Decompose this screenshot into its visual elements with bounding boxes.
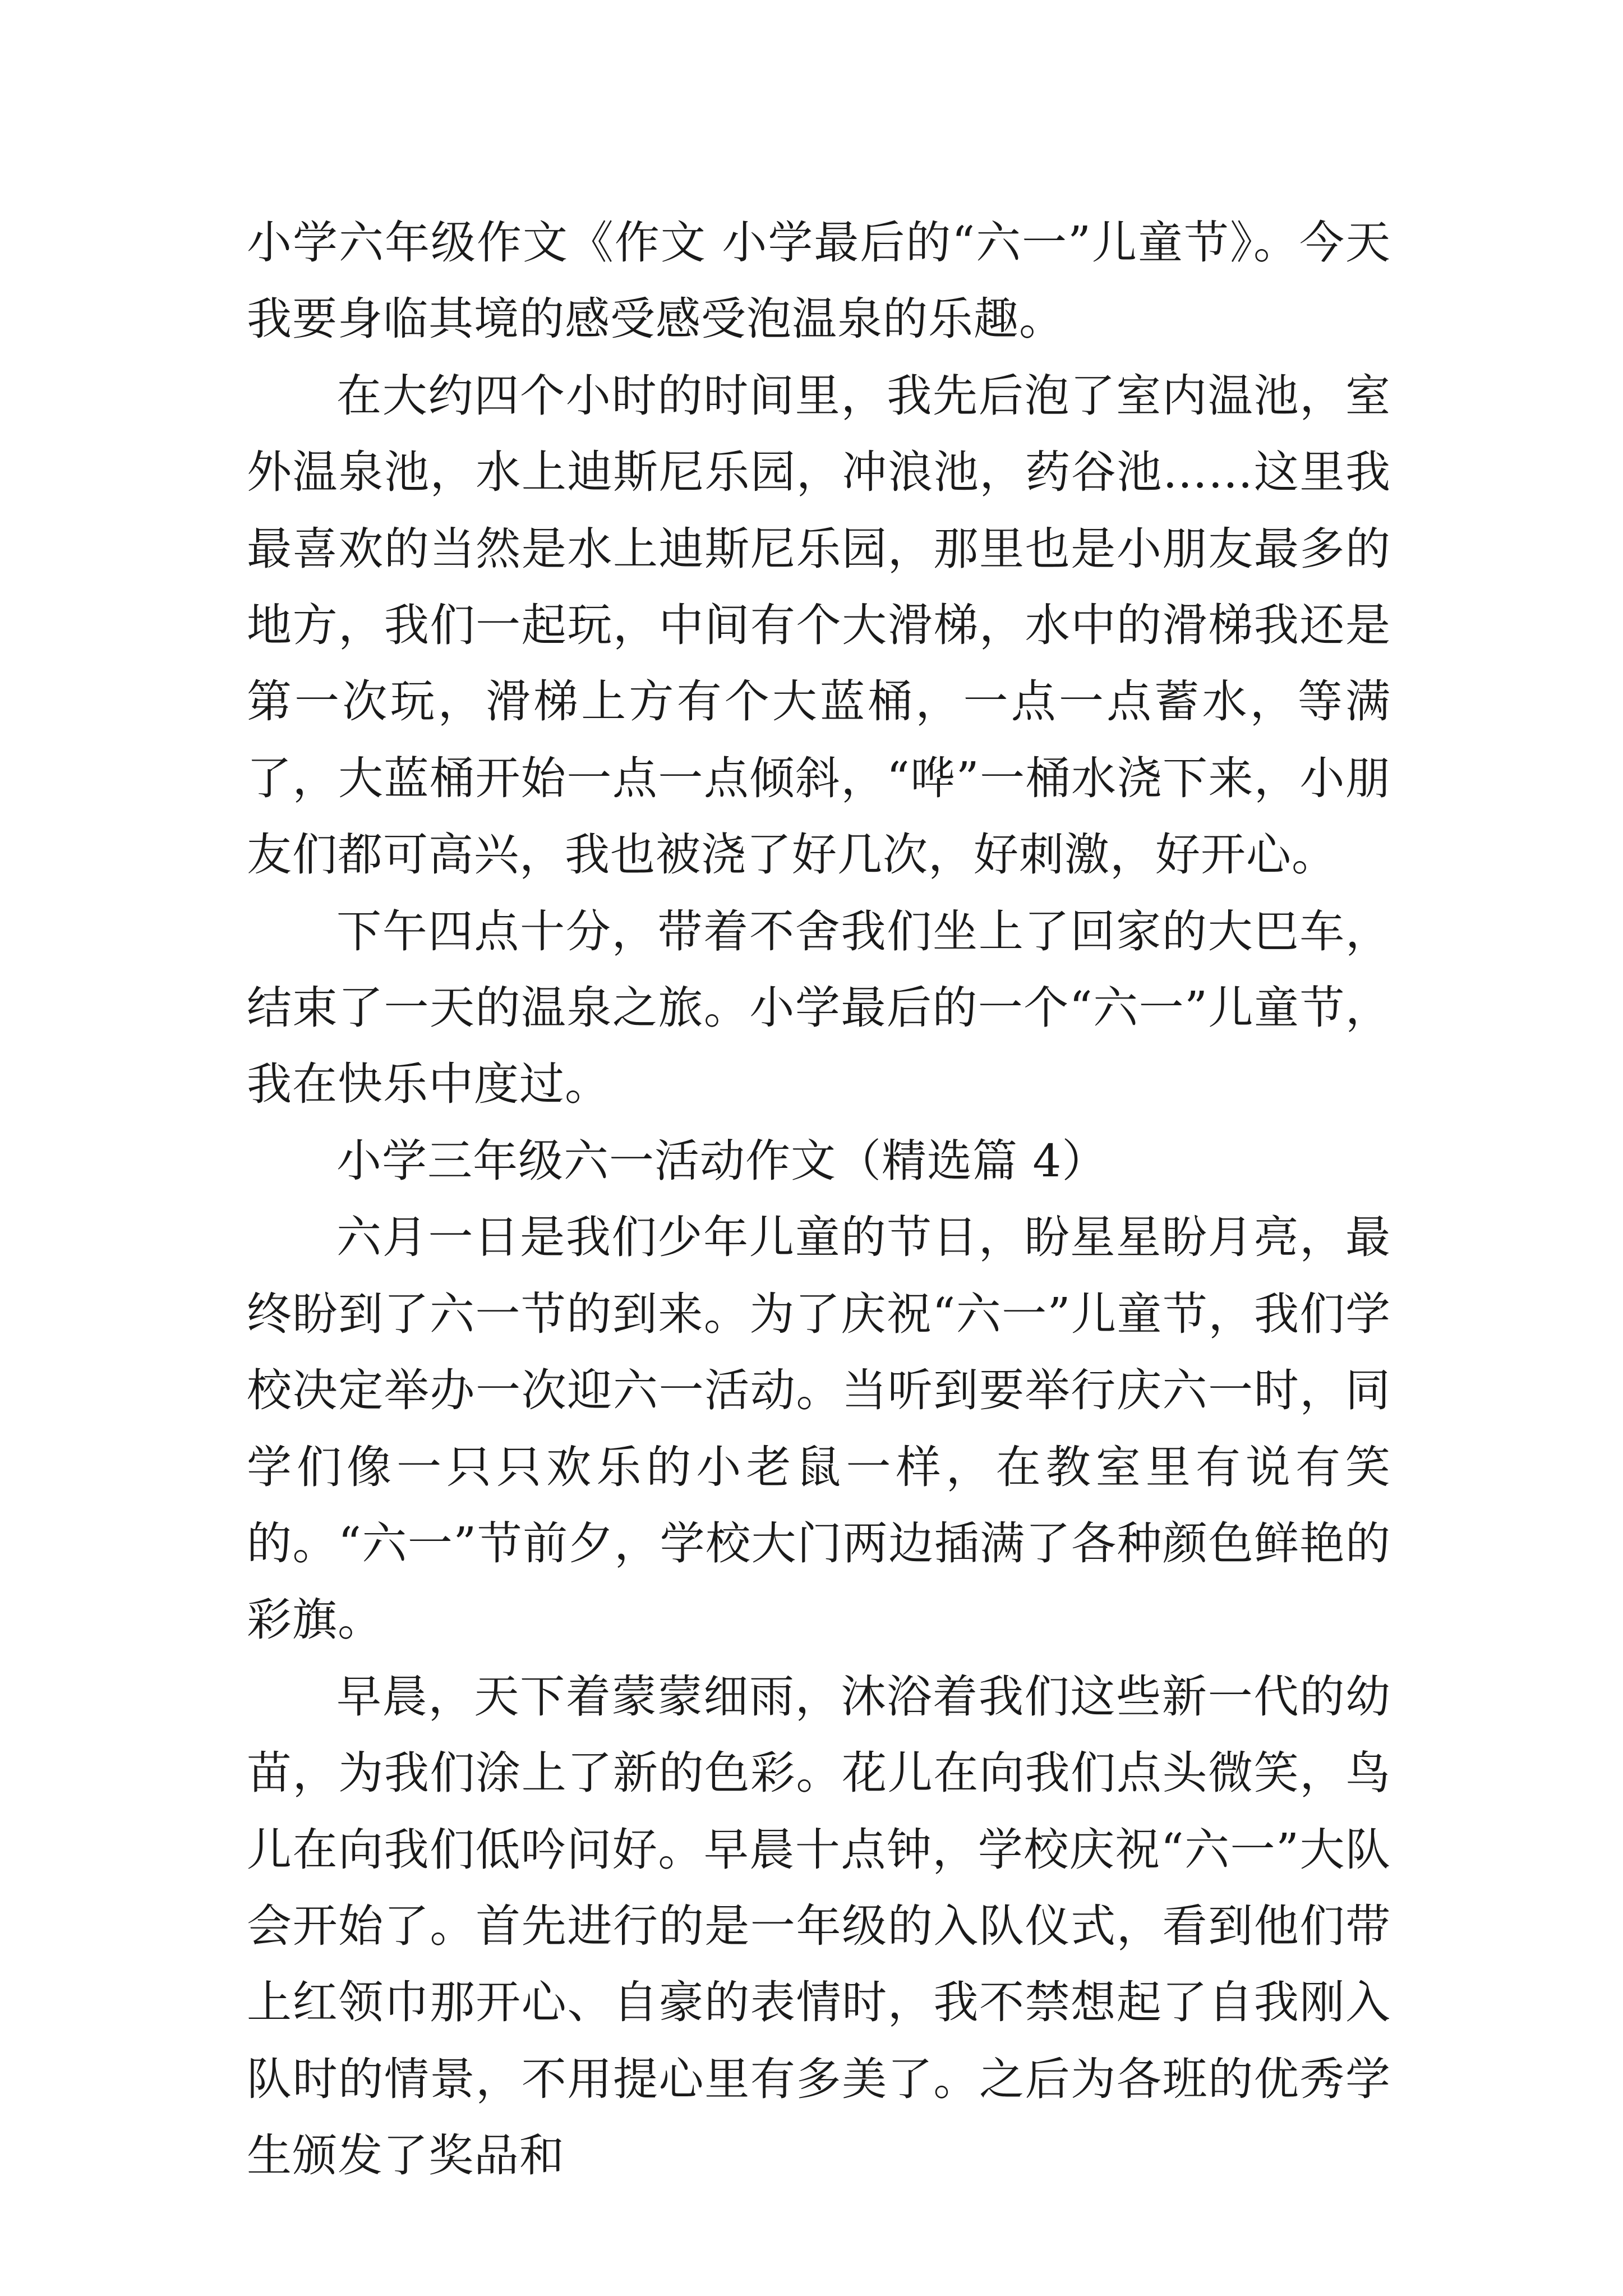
document-body — [247, 205, 1391, 2194]
paragraph-continuation: 小学六年级作文《作文 小学最后的“六一”儿童节》。今天我要身临其境的感受感受泡温泉的乐趣。 — [247, 217, 1391, 346]
paragraph-morning-ceremony: 早晨，天下着蒙蒙细雨，沐浴着我们这些新一代的幼苗，为我们涂上了新的色彩。花儿在向我们点头微笑，鸟儿在向我们低吟问好。早晨十点钟，学校庆祝“六一”大队会开始了。首先进行的是一年级的入队仪式，看到他们带上红领巾那开心、自豪的表情时，我不禁想起了自我刚入队时的情景，不用提心里有多美了。之后为各班的优秀学生颁发了奖品和 — [247, 1670, 1391, 2182]
section-heading: 小学三年级六一活动作文（精选篇 4） — [336, 1134, 1108, 1187]
paragraph-hot-spring-activities: 在大约四个小时的时间里，我先后泡了室内温池，室外温泉池，水上迪斯尼乐园，冲浪池，药谷池……这里我最喜欢的当然是水上迪斯尼乐园，那里也是小朋友最多的地方，我们一起玩，中间有个大滑梯，水中的滑梯我还是第一次玩，滑梯上方有个大蓝桶，一点一点蓄水，等满了，大蓝桶开始一点一点倾斜，“哗”一桶水浇下来，小朋友们都可高兴，我也被浇了好几次，好刺激，好开心。 — [247, 369, 1391, 881]
paragraph-june-first: 六月一日是我们少年儿童的节日，盼星星盼月亮，最终盼到了六一节的到来。为了庆祝“六一”儿童节，我们学校决定举办一次迎六一活动。当听到要举行庆六一时，同学们像一只只欢乐的小老鼠一样，在教室里有说有笑的。“六一”节前夕，学校大门两边插满了各种颜色鲜艳的彩旗。 — [247, 1211, 1391, 1646]
paragraph-return-home: 下午四点十分，带着不舍我们坐上了回家的大巴车，结束了一天的温泉之旅。小学最后的一个“六一”儿童节，我在快乐中度过。 — [247, 905, 1391, 1111]
